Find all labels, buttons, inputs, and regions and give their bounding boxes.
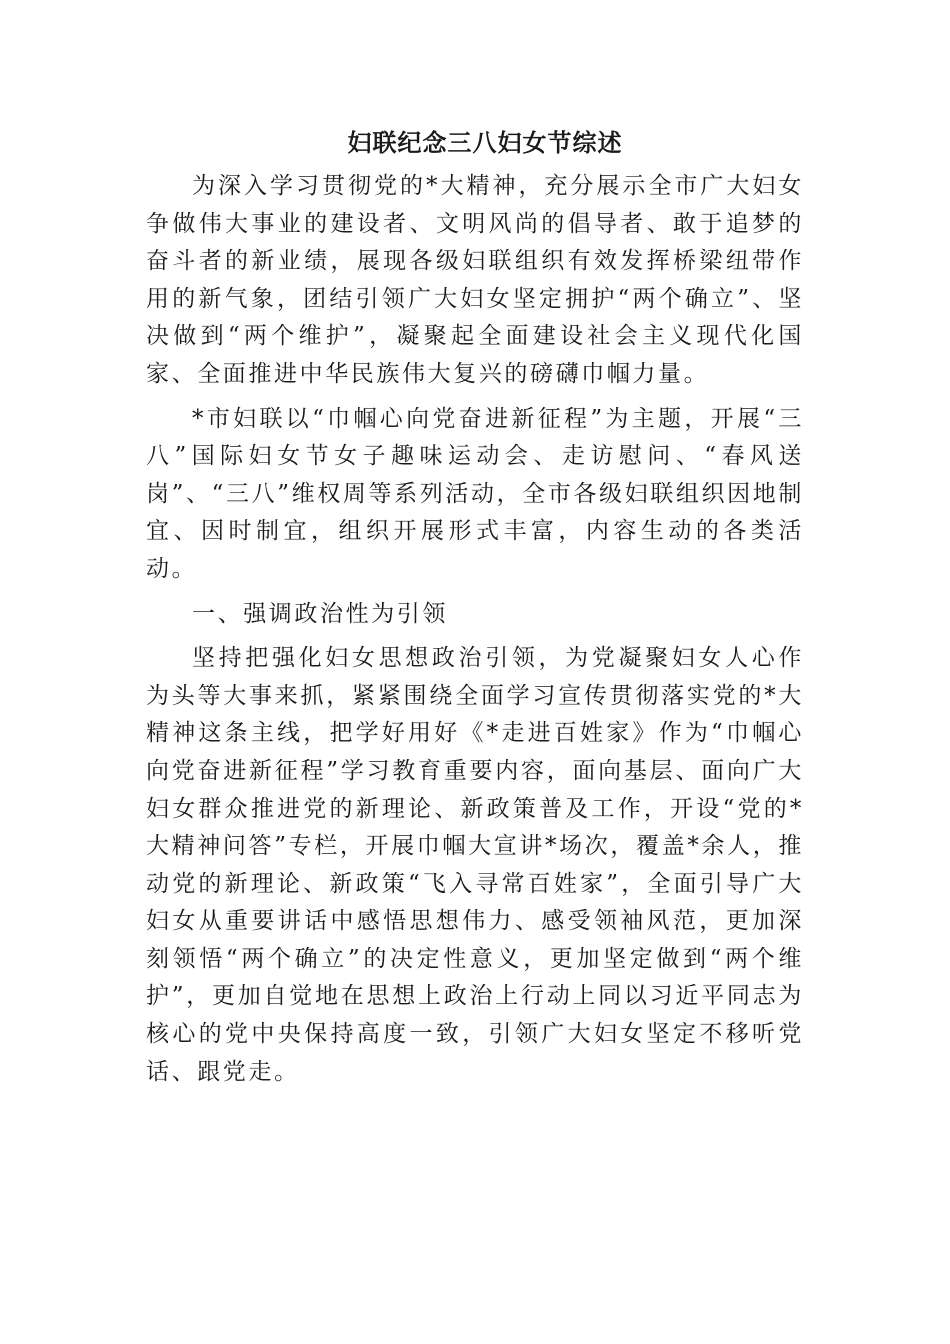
document-title: 妇联纪念三八妇女节综述 [347,128,623,157]
section-heading-1: 一、强调政治性为引领 [192,600,448,627]
activities-paragraph: *市妇联以“巾帼心向党奋进新征程”为主题，开展“三八”国际妇女节女子趣味运动会、走访慰问、“春风送岗”、“三八”维权周等系列活动，全市各级妇联组织因地制宜、因时制宜，组织开展形式丰富，内容生动的各类活动。 [146,405,804,582]
section-1-paragraph: 坚持把强化妇女思想政治引领，为党凝聚妇女人心作为头等大事来抓，紧紧围绕全面学习宣传贯彻落实党的*大精神这条主线，把学好用好《*走进百姓家》作为“巾帼心向党奋进新征程”学习教育重要内容，面向基层、面向广大妇女群众推进党的新理论、新政策普及工作，开设“党的*大精神问答”专栏，开展巾帼大宣讲*场次，覆盖*余人，推动党的新理论、新政策“飞入寻常百姓家”，全面引导广大妇女从重要讲话中感悟思想伟力、感受领袖风范，更加深刻领悟“两个确立”的决定性意义，更加坚定做到“两个维护”，更加自觉地在思想上政治上行动上同以习近平同志为核心的党中央保持高度一致，引领广大妇女坚定不移听党话、跟党走。 [146,645,804,1085]
document-body [146,124,804,1091]
intro-paragraph: 为深入学习贯彻党的*大精神，充分展示全市广大妇女争做伟大事业的建设者、文明风尚的倡导者、敢于追梦的奋斗者的新业绩，展现各级妇联组织有效发挥桥梁纽带作用的新气象，团结引领广大妇女坚定拥护“两个确立”、坚决做到“两个维护”，凝聚起全面建设社会主义现代化国家、全面推进中华民族伟大复兴的磅礴巾帼力量。 [146,173,804,387]
